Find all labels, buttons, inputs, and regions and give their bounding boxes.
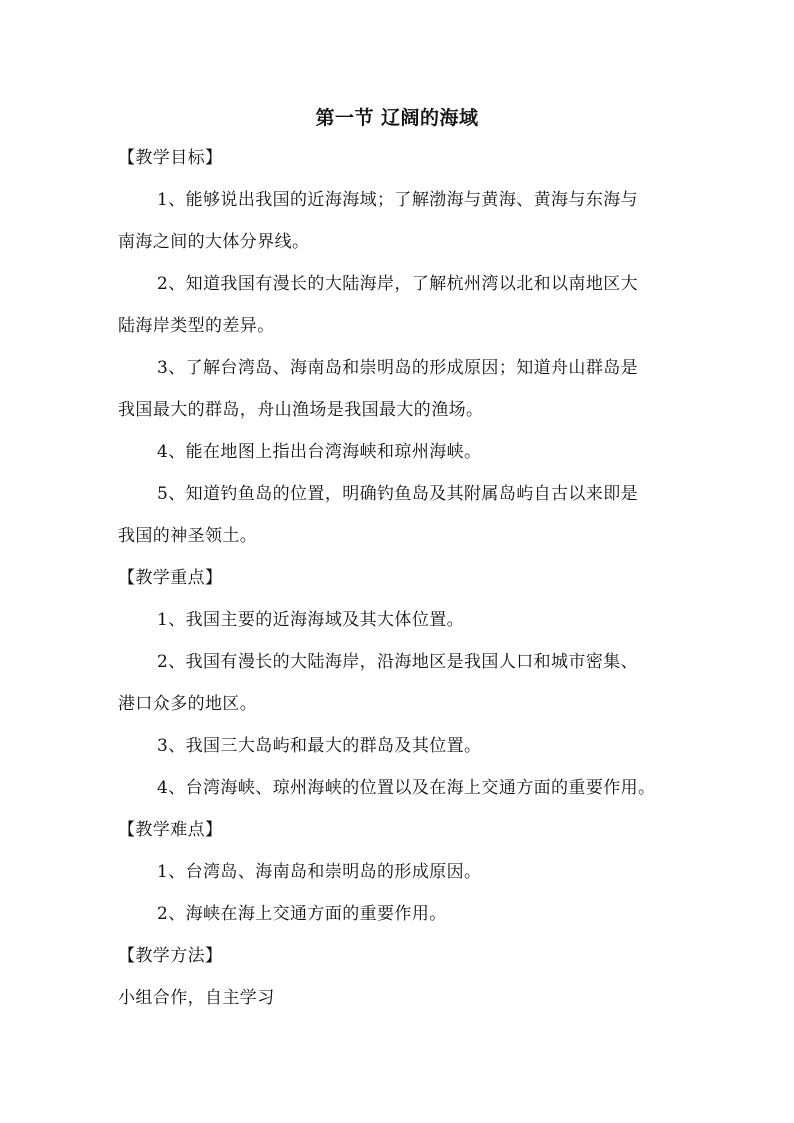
- objective-item-2-line2: 陆海岸类型的差异。: [118, 316, 275, 336]
- key-point-item-2-line2: 港口众多的地区。: [118, 694, 258, 714]
- objective-item-3-line2: 我国最大的群岛，舟山渔场是我国最大的渔场。: [118, 400, 484, 420]
- key-points-heading: 【教学重点】: [118, 568, 223, 588]
- objective-item-5-line1: 5、知道钓鱼岛的位置，明确钓鱼岛及其附属岛屿自古以来即是: [157, 484, 639, 504]
- objective-item-3-line1: 3、了解台湾岛、海南岛和崇明岛的形成原因；知道舟山群岛是: [157, 358, 639, 378]
- key-point-item-2-line1: 2、我国有漫长的大陆海岸，沿海地区是我国人口和城市密集、: [157, 652, 639, 672]
- key-point-item-3-line1: 3、我国三大岛屿和最大的群岛及其位置。: [157, 736, 482, 756]
- methods-text: 小组合作，自主学习: [118, 988, 275, 1008]
- difficulty-item-1-line1: 1、台湾岛、海南岛和崇明岛的形成原因。: [157, 862, 482, 882]
- objective-item-5-line2: 我国的神圣领土。: [118, 526, 258, 546]
- key-point-item-1-line1: 1、我国主要的近海海域及其大体位置。: [157, 610, 465, 630]
- objectives-heading: 【教学目标】: [118, 148, 223, 168]
- difficulties-heading: 【教学难点】: [118, 820, 223, 840]
- objective-item-2-line1: 2、知道我国有漫长的大陆海岸，了解杭州湾以北和以南地区大: [157, 274, 639, 294]
- methods-heading: 【教学方法】: [118, 946, 223, 966]
- difficulty-item-2-line1: 2、海峡在海上交通方面的重要作用。: [157, 904, 447, 924]
- objective-item-4-line1: 4、能在地图上指出台湾海峡和琼州海峡。: [157, 442, 482, 462]
- objective-item-1-line1: 1、能够说出我国的近海海域；了解渤海与黄海、黄海与东海与: [157, 190, 639, 210]
- page-title: 第一节 辽阔的海域: [315, 107, 479, 129]
- key-point-item-4-line1: 4、台湾海峡、琼州海峡的位置以及在海上交通方面的重要作用。: [157, 778, 656, 798]
- objective-item-1-line2: 南海之间的大体分界线。: [118, 232, 310, 252]
